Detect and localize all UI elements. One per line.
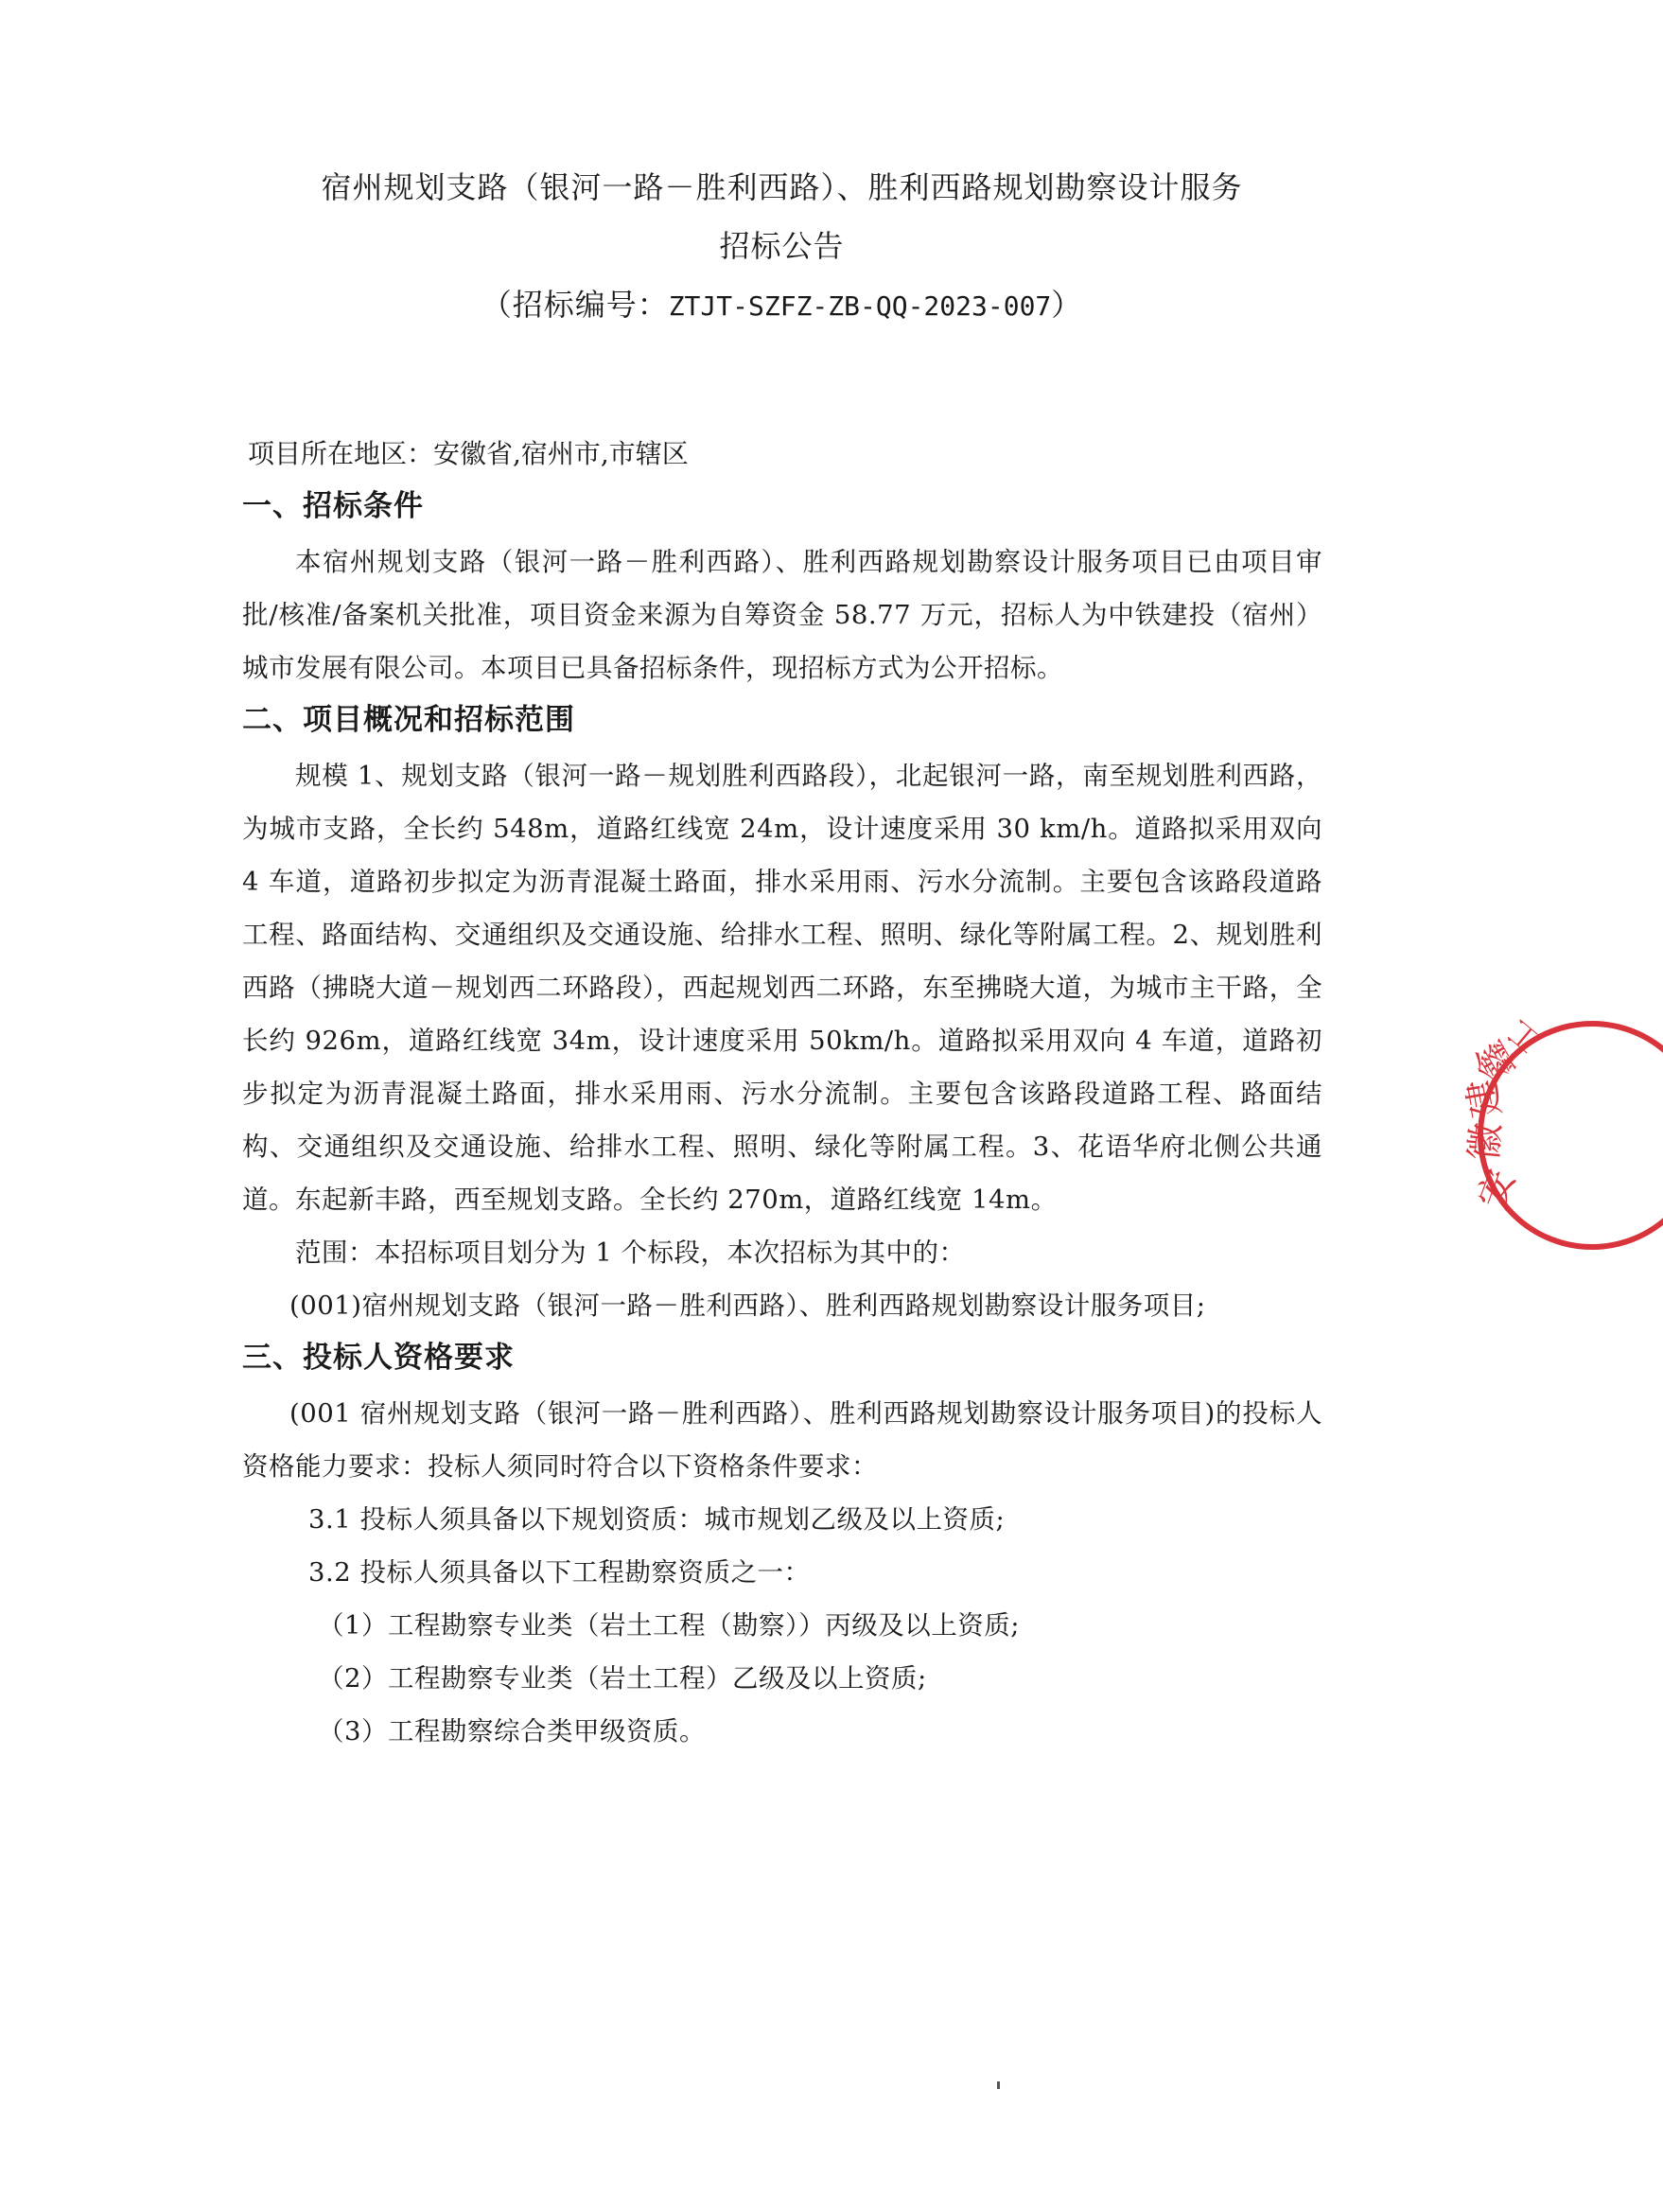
qualification-paragraph: (001 宿州规划支路（银河一路－胜利西路）、胜利西路规划勘察设计服务项目)的投标人资格能力要求：投标人须同时符合以下资格条件要求：: [242, 1398, 1322, 1482]
section-heading-overview: 二、项目概况和招标范围: [242, 703, 575, 737]
document-subtitle: 招标公告: [719, 228, 845, 264]
title-block: [0, 167, 1564, 327]
company-seal: [1460, 1003, 1663, 1268]
document-title: 宿州规划支路（银河一路－胜利西路）、胜利西路规划勘察设计服务: [321, 169, 1243, 205]
qualification-item-3-1: 3.1 投标人须具备以下规划资质：城市规划乙级及以上资质;: [308, 1504, 1006, 1535]
section-heading-conditions: 一、招标条件: [242, 489, 424, 523]
svg-text:徽: 徽: [1462, 1121, 1510, 1163]
qualification-item-3-2: 3.2 投标人须具备以下工程勘察资质之一：: [308, 1557, 811, 1588]
scan-mark: [997, 2081, 1000, 2089]
svg-text:工: 工: [1500, 1011, 1549, 1062]
qualification-option-3: （3）工程勘察综合类甲级资质。: [318, 1716, 706, 1747]
svg-text:建: 建: [1460, 1075, 1510, 1121]
svg-text:安: 安: [1470, 1164, 1525, 1215]
qualification-option-1: （1）工程勘察专业类（岩土工程（勘察））丙级及以上资质;: [318, 1610, 1021, 1641]
tender-number-prefix: （招标编号：: [481, 287, 669, 323]
svg-text:鑫: 鑫: [1466, 1033, 1524, 1088]
section-heading-qualification: 三、投标人资格要求: [242, 1341, 515, 1375]
project-location: 项目所在地区：安徽省,宿州市,市辖区: [248, 438, 689, 469]
qualification-option-2: （2）工程勘察专业类（岩土工程）乙级及以上资质;: [318, 1663, 927, 1694]
overview-paragraph: 规模 1、规划支路（银河一路－规划胜利西路段），北起银河一路，南至规划胜利西路，为城市支路，全长约 548m，道路红线宽 24m，设计速度采用 30 km/h。道路拟采用双向 4 车道，道路初步拟定为沥青混凝土路面，排水采用雨、污水分流制。主要包含该路段道路工程、路面结构、交通组织及交通设施、给排水工程、照明、绿化等附属工程。2、规划胜利西路（拂晓大道－规划西二环路段），西起规划西二环路，东至拂晓大道，为城市主干路，全长约 926m，道路红线宽 34m，设计速度采用 50km/h。道路拟采用双向 4 车道，道路初步拟定为沥青混凝土路面，排水采用雨、污水分流制。主要包含该路段道路工程、路面结构、交通组织及交通设施、给排水工程、照明、绿化等附属工程。3、花语华府北侧公共通道。东起新丰路，西至规划支路。全长约 270m，道路红线宽 14m。: [242, 761, 1322, 1215]
tender-number: [0, 284, 1564, 327]
tender-number-suffix: ）: [1051, 287, 1083, 323]
scope-paragraph: 范围：本招标项目划分为 1 个标段，本次招标为其中的：: [295, 1238, 966, 1268]
conditions-paragraph: 本宿州规划支路（银河一路－胜利西路）、胜利西路规划勘察设计服务项目已由项目审批/核准/备案机关批准，项目资金来源为自筹资金 58.77 万元，招标人为中铁建投（宿州）城市发展有限公司。本项目已具备招标条件，现招标方式为公开招标。: [242, 547, 1322, 683]
document-body: [242, 433, 1322, 1758]
lot-item: (001)宿州规划支路（银河一路－胜利西路）、胜利西路规划勘察设计服务项目;: [289, 1290, 1206, 1321]
tender-number-value: ZTJT-SZFZ-ZB-QQ-2023-007: [668, 290, 1052, 322]
